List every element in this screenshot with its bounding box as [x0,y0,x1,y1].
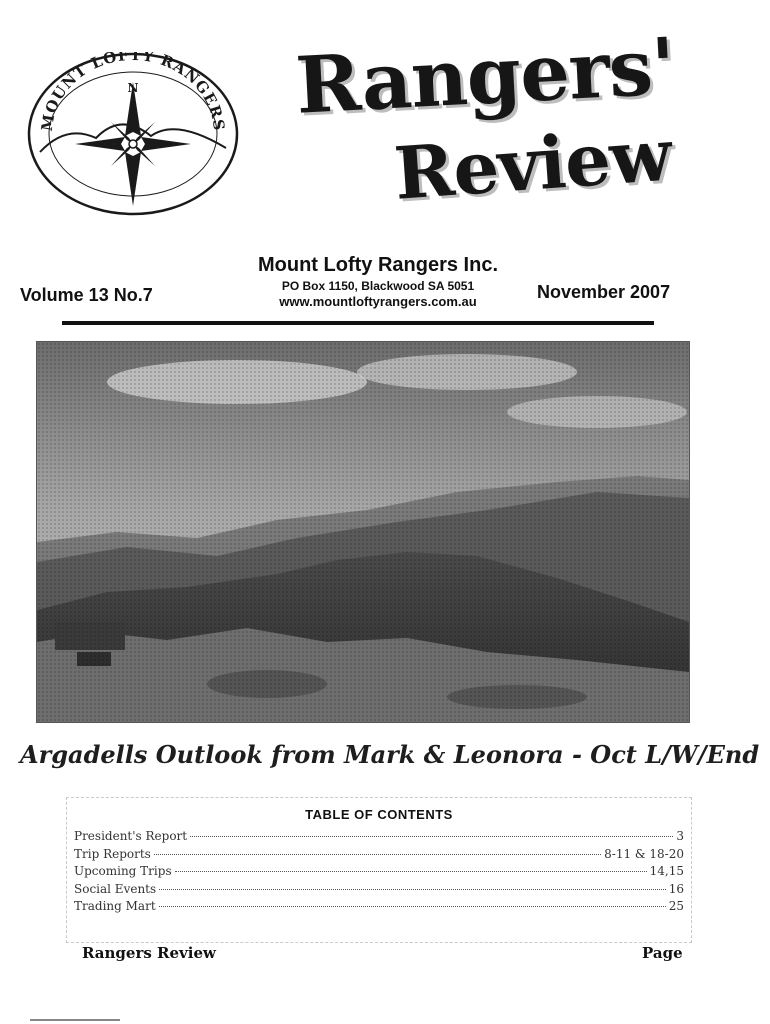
toc-item-presidents-report[interactable] [74,829,684,847]
toc-item-trading-mart[interactable] [74,899,684,917]
toc-item-title: Trip Reports [74,846,151,861]
svg-text:N: N [127,81,139,95]
organisation-name: Mount Lofty Rangers Inc. [258,254,498,276]
photo-caption: Argadells Outlook from Mark & Leonora - Oct L/W/End [20,740,760,769]
toc-item-title: President's Report [74,829,188,843]
cover-photo [36,341,690,723]
toc-item-title: Social Events [74,881,157,896]
toc-item-page: 16 [668,881,684,896]
masthead-line-1: Rangers' [293,21,677,132]
toc-item-title: Upcoming Trips [74,864,172,878]
toc-item-trip-reports[interactable] [74,847,684,865]
footer-publication-name: Rangers Review [82,944,216,962]
footer-page-label: Page [642,944,683,962]
masthead-line-2: Review [391,111,674,216]
compass-rose-icon [26,52,240,216]
toc-item-page: 3 [676,829,684,843]
website-link[interactable]: www.mountloftyrangers.com.au [279,294,477,309]
toc-leader-dots [154,854,601,855]
postal-address: PO Box 1150, Blackwood SA 5051 [281,279,475,293]
toc-item-title: Trading Mart [74,899,156,913]
toc-item-upcoming-trips[interactable] [74,864,684,882]
toc-item-social-events[interactable] [74,882,684,900]
toc-heading: TABLE OF CONTENTS [305,807,453,822]
landscape-photo [37,342,689,722]
header-divider [62,321,654,325]
scan-edge-mark [30,1019,120,1021]
toc-item-page: 14,15 [649,864,684,878]
toc-item-page: 8-11 & 18-20 [604,846,684,861]
toc-item-page: 25 [668,899,684,913]
issue-volume: Volume 13 No.7 [20,285,153,305]
toc-leader-dots [175,871,647,872]
issue-date: November 2007 [537,282,671,302]
toc-leader-dots [159,889,666,890]
toc-list [74,829,684,917]
toc-leader-dots [190,836,673,837]
club-logo [26,52,240,216]
svg-text:MOUNT LOFTY RANGERS: MOUNT LOFTY RANGERS [37,52,229,133]
toc-leader-dots [159,906,666,907]
